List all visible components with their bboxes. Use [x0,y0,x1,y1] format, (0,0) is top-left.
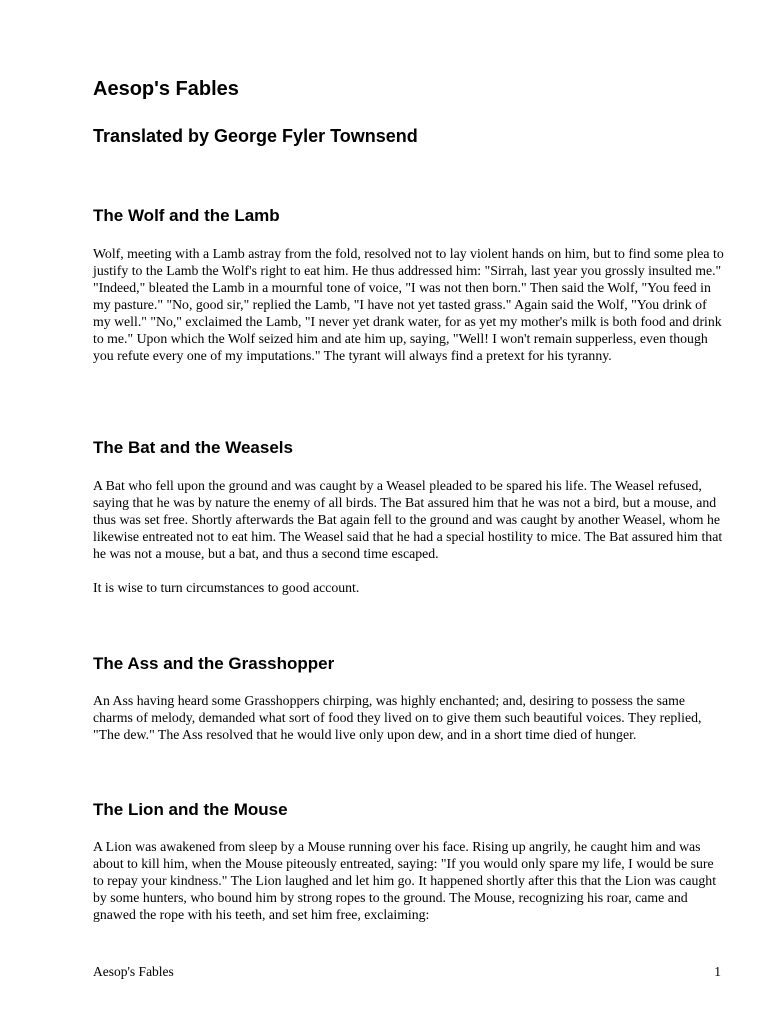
footer-book-title: Aesop's Fables [93,964,174,979]
page-number: 1 [714,964,721,979]
fable-title-ass-and-grasshopper: The Ass and the Grasshopper [93,654,335,673]
fable-title-wolf-and-lamb: The Wolf and the Lamb [93,206,280,225]
fable-paragraph: An Ass having heard some Grasshoppers chirping, was highly enchanted; and, desiring to possess the same charms of melody, demanded what sort of food they lived on to give them such beautiful voices. They replied, "The dew." The Ass resolved that he would live only upon dew, and in a short time died of hunger. [93,693,702,742]
fable-paragraph: Wolf, meeting with a Lamb astray from the fold, resolved not to lay violent hands on him, but to find some plea to justify to the Lamb the Wolf's right to eat him. He thus addressed him: "Sirrah, last year you grossly insulted me." "Indeed," bleated the Lamb in a mournful tone of voice, "I was not then born." Then said the Wolf, "You feed in my pasture." "No, good sir," replied the Lamb, "I have not yet tasted grass." Again said the Wolf, "You drink of my well." "No," exclaimed the Lamb, "I never yet drank water, for as yet my mother's milk is both food and drink to me." Upon which the Wolf seized him and ate him up, saying, "Well! I won't remain supperless, even though you refute every one of my imputations." The tyrant will always find a pretext for his tyranny. [93,246,724,363]
fable-title-bat-and-weasels: The Bat and the Weasels [93,438,293,457]
fable-title-lion-and-mouse: The Lion and the Mouse [93,800,288,819]
fable-paragraph: A Lion was awakened from sleep by a Mouse running over his face. Rising up angrily, he caught him and was about to kill him, when the Mouse piteously entreated, saying: "If you would only spare my life, I would be sure to repay your kindness." The Lion laughed and let him go. It happened shortly after this that the Lion was caught by some hunters, who bound him by strong ropes to the ground. The Mouse, recognizing his roar, came and gnawed the rope with his teeth, and set him free, exclaiming: [93,839,717,922]
book-title: Aesop's Fables [93,78,239,100]
translator-subtitle: Translated by George Fyler Townsend [93,126,418,146]
fable-moral: It is wise to turn circumstances to good account. [93,580,360,595]
fable-paragraph: A Bat who fell upon the ground and was caught by a Weasel pleaded to be spared his life. The Weasel refused, saying that he was by nature the enemy of all birds. The Bat assured him that he was not a bird, but a mouse, and thus was set free. Shortly afterwards the Bat again fell to the ground and was caught by another Weasel, whom he likewise entreated not to eat him. The Weasel said that he had a special hostility to mice. The Bat assured him that he was not a mouse, but a bat, and thus a second time escaped. [93,478,723,561]
